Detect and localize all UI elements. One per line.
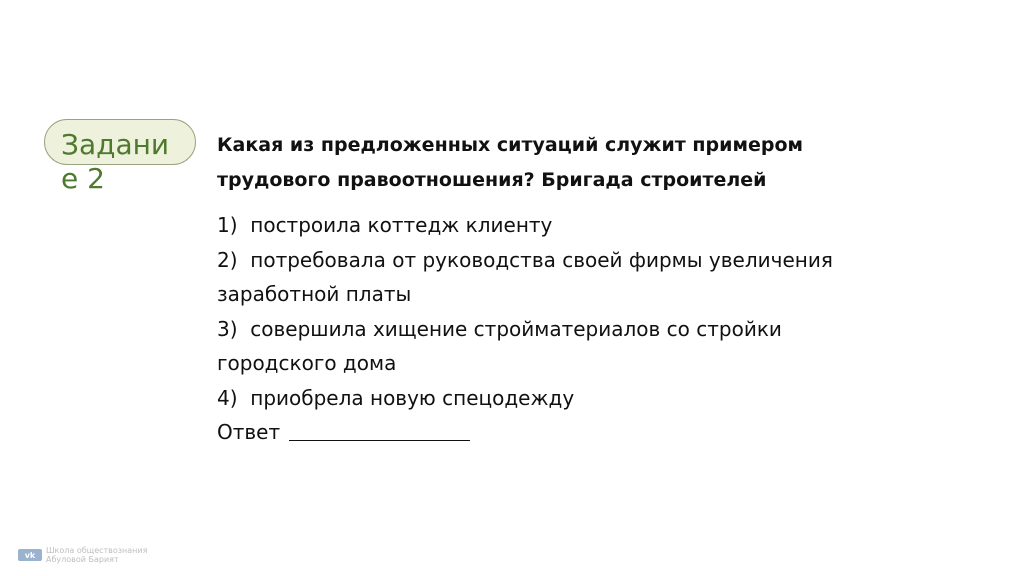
question-text: Какая из предложенных ситуаций служит примером трудового правоотношения? Бригада строителей bbox=[217, 134, 804, 191]
footer-line-2: Абуловой Барият bbox=[46, 555, 119, 564]
footer-line-1: Школа обществознания bbox=[46, 546, 148, 555]
option-text: совершила хищение стройматериалов со стройки городского дома bbox=[217, 316, 782, 375]
option-text: приобрела новую спецодежду bbox=[250, 385, 575, 410]
option-1 bbox=[217, 208, 907, 243]
options-list bbox=[217, 208, 907, 450]
option-3 bbox=[217, 312, 907, 381]
vk-icon: vk bbox=[18, 549, 42, 561]
answer-row bbox=[217, 415, 907, 450]
option-number: 4) bbox=[217, 385, 238, 410]
option-text: построила коттедж клиенту bbox=[250, 213, 553, 237]
option-number: 2) bbox=[217, 247, 238, 272]
option-2 bbox=[217, 243, 907, 312]
option-number: 1) bbox=[217, 213, 238, 237]
option-4 bbox=[217, 381, 907, 416]
footer-logo bbox=[18, 546, 147, 564]
answer-label: Ответ bbox=[217, 420, 281, 444]
option-text: потребовала от руководства своей фирмы увеличения заработной платы bbox=[217, 247, 833, 306]
answer-blank[interactable] bbox=[289, 418, 470, 441]
task-label: Задание 2 bbox=[61, 128, 170, 195]
footer-text bbox=[46, 546, 147, 564]
option-number: 3) bbox=[217, 316, 238, 341]
